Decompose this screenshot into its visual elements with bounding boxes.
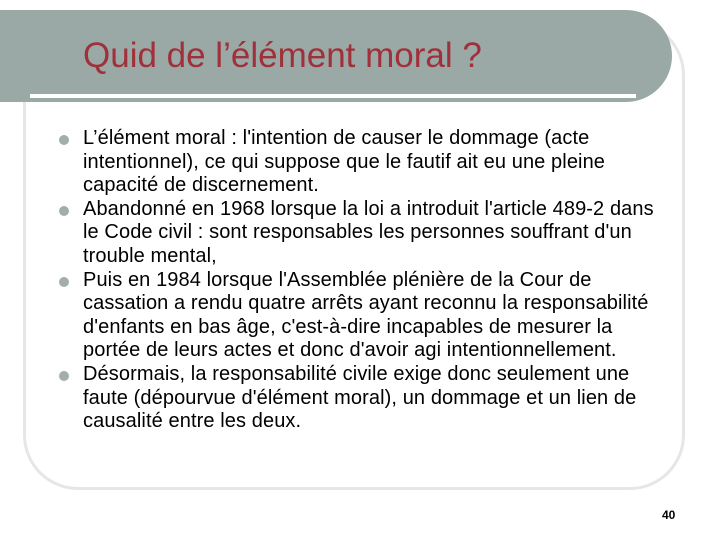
bullet-dot-icon <box>59 135 69 145</box>
bullet-item <box>59 127 659 198</box>
bullet-dot-icon <box>59 206 69 216</box>
bullet-item <box>59 269 659 363</box>
bullet-text: L’élément moral : l'intention de causer le dommage (acte intentionnel), ce qui suppose que le fautif ait eu une pleine capacité de discernement. <box>83 127 606 197</box>
bullet-text: Désormais, la responsabilité civile exige donc seulement une faute (dépourvue d'élément moral), un dommage et un lien de causalité entre les deux. <box>83 362 637 433</box>
bullet-item <box>59 363 659 434</box>
bullet-list <box>59 127 659 434</box>
slide-title: Quid de l’élément moral ? <box>83 36 482 75</box>
bullet-item <box>59 198 659 269</box>
bullet-dot-icon <box>59 277 69 287</box>
bullet-text: Abandonné en 1968 lorsque la loi a introduit l'article 489-2 dans le Code civil : sont responsables les personnes souffrant d'un trouble mental, <box>83 197 654 267</box>
bullet-dot-icon <box>59 371 69 381</box>
bullet-text: Puis en 1984 lorsque l'Assemblée plénière de la Cour de cassation a rendu quatre arrêts ayant reconnu la responsabilité d'enfants en bas âge, c'est-à-dire incapables de mesurer la portée de leurs actes et donc d'avoir agi intentionnellement. <box>83 268 649 362</box>
title-underline <box>30 94 636 98</box>
page-number: 40 <box>662 508 676 522</box>
